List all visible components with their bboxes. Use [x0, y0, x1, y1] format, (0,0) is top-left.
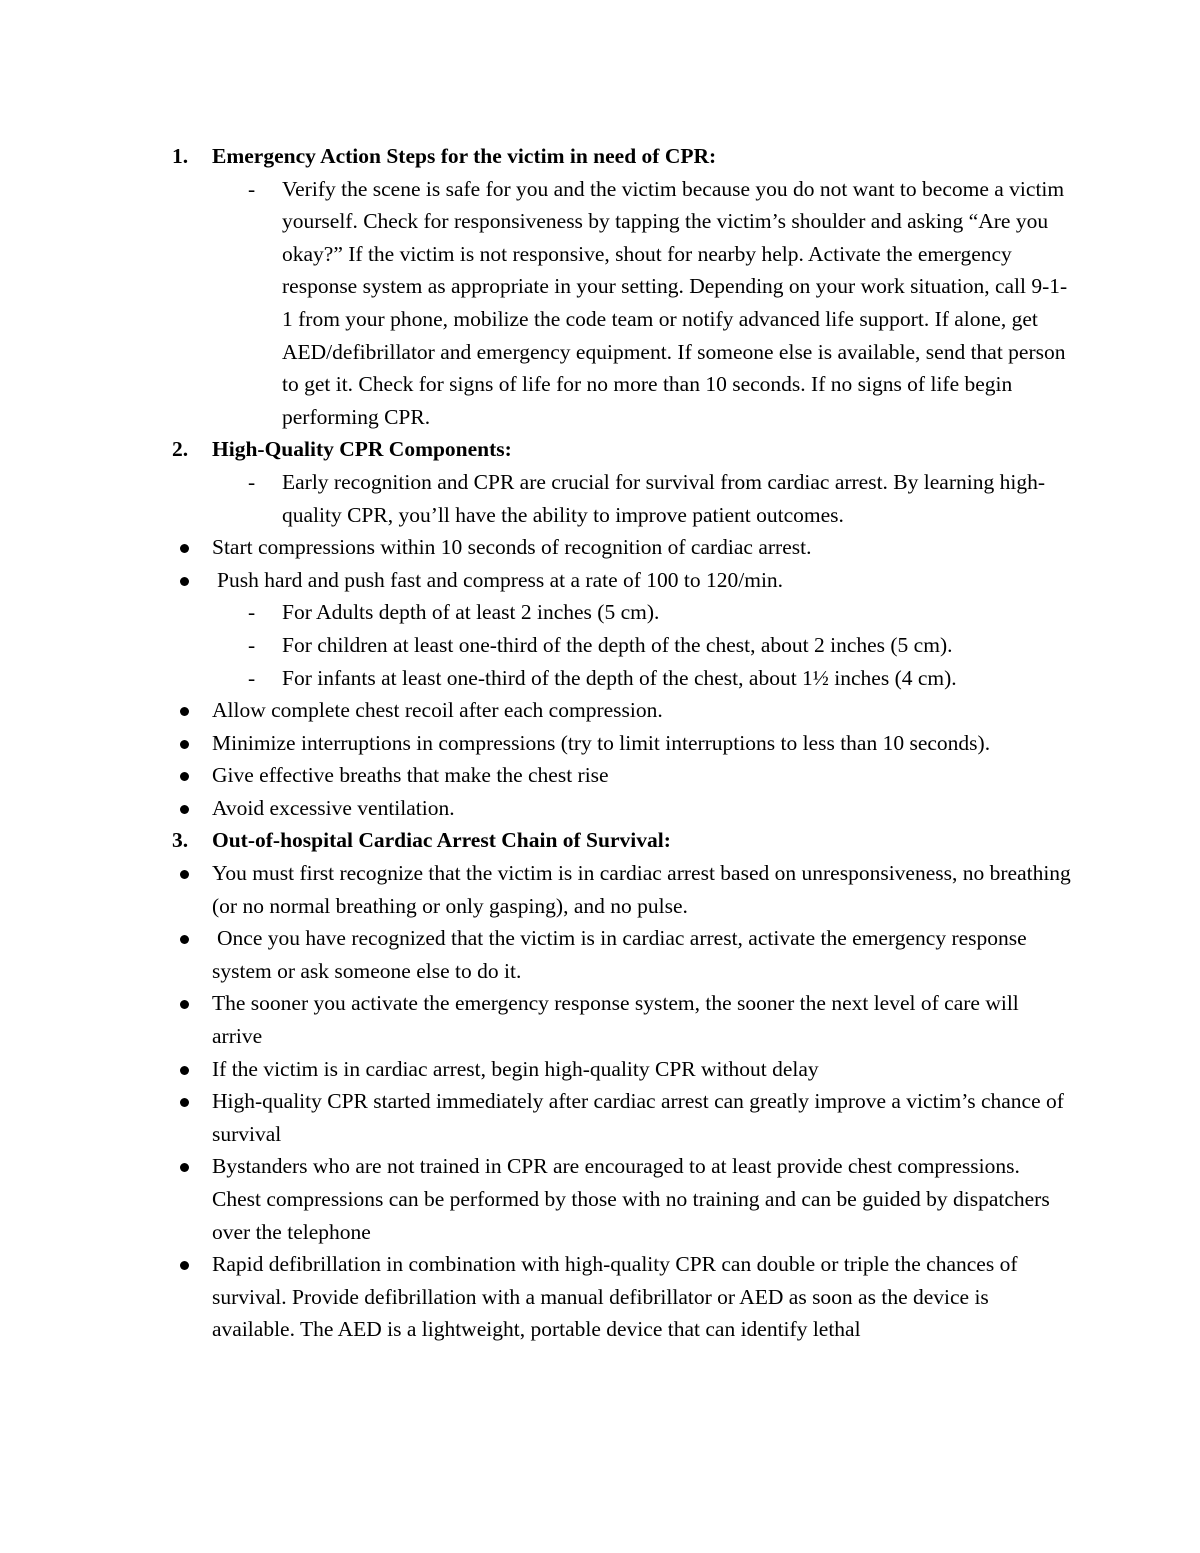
- section-2-heading: [172, 433, 1072, 466]
- bullet-dot-icon: [180, 1066, 189, 1075]
- dash-list-item: [172, 466, 1072, 531]
- bullet-list-item: [172, 792, 1072, 825]
- bullet-dot-icon: [180, 740, 189, 749]
- bullet-dot-icon: [180, 870, 189, 879]
- dash-list-item: [172, 173, 1072, 434]
- list-item-text: Minimize interruptions in compressions (try to limit interruptions to less than 10 seconds).: [212, 730, 991, 755]
- bullet-dot-icon: [180, 935, 189, 944]
- list-item-text: Once you have recognized that the victim is in cardiac arrest, activate the emergency response system or ask someone else to do it.: [212, 926, 1027, 983]
- bullet-list-item: [172, 1248, 1072, 1346]
- dash-marker: -: [248, 176, 256, 201]
- dash-marker: -: [248, 469, 256, 494]
- list-item-text: High-quality CPR started immediately after cardiac arrest can greatly improve a victim’s chance of survival: [212, 1089, 1064, 1146]
- section-number: 2.: [172, 437, 189, 462]
- list-item-text: The sooner you activate the emergency response system, the sooner the next level of care will arrive: [212, 991, 1019, 1049]
- section-1-heading: [172, 140, 1072, 173]
- list-item-text: Avoid excessive ventilation.: [212, 795, 455, 820]
- bullet-dot-icon: [180, 805, 189, 814]
- list-item-text: Push hard and push fast and compress at a rate of 100 to 120/min.: [217, 567, 784, 592]
- bullet-dot-icon: [180, 577, 189, 586]
- document-body: [172, 140, 1072, 1346]
- section-number: 1.: [172, 144, 189, 168]
- dash-marker: -: [248, 600, 256, 625]
- bullet-dot-icon: [180, 707, 189, 716]
- bullet-list-item: [172, 857, 1072, 922]
- section-3-heading: [172, 824, 1072, 857]
- bullet-dot-icon: [180, 1098, 189, 1107]
- list-item-text: Rapid defibrillation in combination with high-quality CPR can double or triple the chances of survival. Provide defibrillation with a manual defibrillator or AED as soon as the device is available. The AED is a lightweight, portable device that can identify lethal: [212, 1252, 1018, 1342]
- list-item-text: Early recognition and CPR are crucial for survival from cardiac arrest. By learning high-quality CPR, you’ll have the ability to improve patient outcomes.: [282, 469, 1045, 527]
- list-item-text: For infants at least one-third of the depth of the chest, about 1½ inches (4 cm).: [282, 665, 957, 690]
- dash-list-item: [172, 662, 1072, 695]
- bullet-dot-icon: [180, 1261, 189, 1270]
- bullet-dot-icon: [180, 1163, 189, 1172]
- section-number: 3.: [172, 828, 189, 853]
- bullet-list-item: [172, 727, 1072, 760]
- bullet-list-item: [172, 531, 1072, 564]
- dash-marker: -: [248, 665, 256, 690]
- list-item-text: You must first recognize that the victim is in cardiac arrest based on unresponsiveness, no breathing (or no normal breathing or only gasping), and no pulse.: [212, 861, 1071, 918]
- section-title: Out-of-hospital Cardiac Arrest Chain of Survival:: [212, 828, 671, 853]
- bullet-list-item: [172, 1085, 1072, 1150]
- list-item-text: For Adults depth of at least 2 inches (5 cm).: [282, 600, 660, 625]
- section-title: High-Quality CPR Components:: [212, 437, 512, 462]
- bullet-dot-icon: [180, 1000, 189, 1009]
- section-title: Emergency Action Steps for the victim in need of CPR:: [212, 144, 717, 168]
- list-item-text: Bystanders who are not trained in CPR are encouraged to at least provide chest compressions. Chest compressions can be performed by those with no training and can be guided by dispatchers over the telephone: [212, 1154, 1050, 1244]
- bullet-list-item: [172, 1053, 1072, 1086]
- dash-list-item: [172, 629, 1072, 662]
- bullet-list-item: [172, 694, 1072, 727]
- bullet-list-item: [172, 922, 1072, 987]
- list-item-text: Verify the scene is safe for you and the victim because you do not want to become a victim yourself. Check for responsiveness by tapping the victim’s shoulder and asking “Are you okay?” If the victim is not responsive, shout for nearby help. Activate the emergency response system as appropriate in your setting. Depending on your work situation, call 9-1-1 from your phone, mobilize the code team or notify advanced life support. If alone, get AED/defibrillator and emergency equipment. If someone else is available, send that person to get it. Check for signs of life for no more than 10 seconds. If no signs of life begin performing CPR.: [282, 176, 1068, 429]
- bullet-list-item: [172, 1150, 1072, 1248]
- bullet-dot-icon: [180, 544, 189, 553]
- list-item-text: For children at least one-third of the depth of the chest, about 2 inches (5 cm).: [282, 632, 953, 657]
- bullet-list-item: [172, 759, 1072, 792]
- dash-marker: -: [248, 632, 256, 657]
- list-item-text: Allow complete chest recoil after each compression.: [212, 698, 663, 723]
- bullet-dot-icon: [180, 772, 189, 781]
- list-item-text: Give effective breaths that make the chest rise: [212, 763, 609, 788]
- bullet-list-item: [172, 564, 1072, 597]
- list-item-text: If the victim is in cardiac arrest, begin high-quality CPR without delay: [212, 1056, 819, 1081]
- bullet-list-item: [172, 987, 1072, 1052]
- dash-list-item: [172, 596, 1072, 629]
- list-item-text: Start compressions within 10 seconds of recognition of cardiac arrest.: [212, 535, 812, 560]
